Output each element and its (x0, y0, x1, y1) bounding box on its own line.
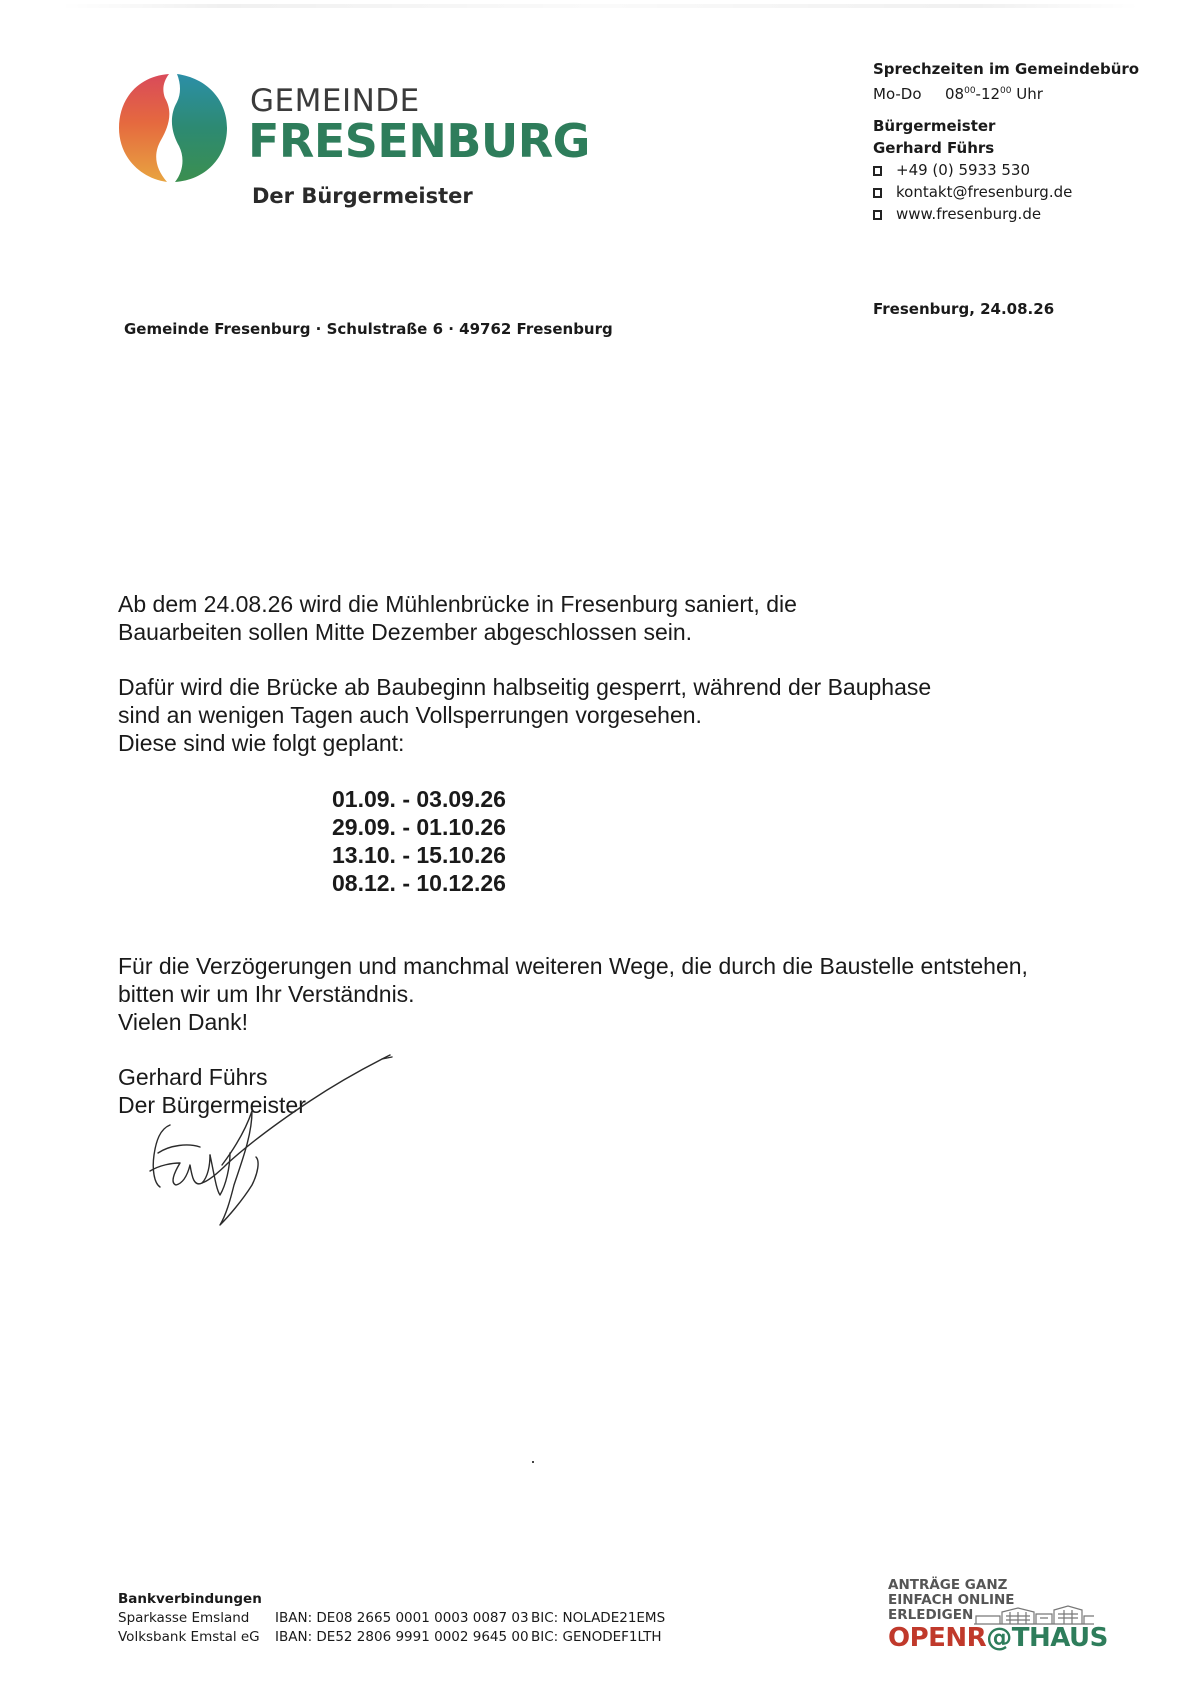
office-hours-title: Sprechzeiten im Gemeindebüro (873, 60, 1140, 78)
signer-name: Gerhard Führs (118, 1064, 268, 1090)
paragraph-2-line: sind an wenigen Tagen auch Vollsperrungen vorgesehen. (118, 702, 702, 728)
mayor-role: Bürgermeister (873, 117, 996, 135)
signer-title: Der Bürgermeister (118, 1092, 306, 1118)
website: www.fresenburg.de (896, 205, 1042, 223)
open-rathaus-badge (888, 1578, 1108, 1652)
bank-details (118, 1590, 665, 1647)
paragraph-1 (118, 590, 797, 646)
handwritten-signature (130, 1045, 410, 1235)
open-rathaus-tagline: EINFACH ONLINE (888, 1592, 1015, 1608)
contact-block (873, 58, 1139, 225)
letter-date: Fresenburg, 24.08.26 (873, 300, 1055, 318)
mayor-name: Gerhard Führs (873, 139, 995, 157)
open-rathaus-tagline: ANTRÄGE GANZ (888, 1577, 1008, 1593)
paragraph-3 (118, 952, 1028, 1036)
phone-number: +49 (0) 5933 530 (896, 161, 1031, 179)
closure-date: 29.09. - 01.10.26 (332, 814, 506, 840)
closure-date: 01.09. - 03.09.26 (332, 786, 506, 812)
office-hours (873, 80, 1139, 105)
scan-edge (60, 4, 1140, 8)
brand-title-top: GEMEINDE (250, 83, 420, 119)
brand-subtitle: Der Bürgermeister (252, 184, 473, 208)
sender-address: Gemeinde Fresenburg · Schulstraße 6 · 49762 Fresenburg (124, 320, 613, 338)
email-icon (873, 188, 882, 198)
open-rathaus-name-b: @THAUS (986, 1623, 1108, 1653)
paragraph-2-line: Dafür wird die Brücke ab Baubeginn halbseitig gesperrt, während der Bauphase (118, 674, 932, 700)
closure-date: 13.10. - 15.10.26 (332, 842, 506, 868)
bank-iban: IBAN: DE52 2806 9991 0002 9645 00 (275, 1629, 529, 1645)
open-rathaus-tagline: ERLEDIGEN (888, 1607, 974, 1623)
office-hours-from-min: 00 (964, 86, 976, 96)
paragraph-3-line: bitten wir um Ihr Verständnis. (118, 981, 415, 1007)
closure-date: 08.12. - 10.12.26 (332, 870, 506, 896)
office-hours-to-min: 00 (1000, 86, 1012, 96)
paragraph-2-line: Diese sind wie folgt geplant: (118, 730, 405, 756)
bank-bic: BIC: NOLADE21EMS (531, 1610, 666, 1626)
paragraph-1-line: Bauarbeiten sollen Mitte Dezember abgeschlossen sein. (118, 619, 693, 645)
office-hours-to: -12 (975, 85, 1001, 103)
bank-row (118, 1628, 665, 1647)
bank-name: Volksbank Emstal eG (118, 1629, 260, 1645)
paragraph-3-line: Vielen Dank! (118, 1009, 248, 1035)
web-row (873, 203, 1139, 225)
web-icon (873, 210, 882, 220)
bank-bic: BIC: GENODEF1LTH (531, 1629, 662, 1645)
paragraph-1-line: Ab dem 24.08.26 wird die Mühlenbrücke in Fresenburg saniert, die (118, 591, 797, 617)
open-rathaus-name-a: OPENR (888, 1623, 987, 1653)
phone-icon (873, 166, 882, 176)
email-row (873, 181, 1139, 203)
closure-dates-list (332, 785, 506, 897)
phone-row (873, 159, 1139, 181)
bank-iban: IBAN: DE08 2665 0001 0003 0087 03 (275, 1610, 529, 1626)
bank-details-title: Bankverbindungen (118, 1591, 262, 1607)
open-rathaus-name (888, 1625, 1108, 1651)
email-address: kontakt@fresenburg.de (896, 183, 1073, 201)
paragraph-3-line: Für die Verzögerungen und manchmal weiteren Wege, die durch die Baustelle entstehen, (118, 953, 1028, 979)
paragraph-2 (118, 673, 931, 757)
office-hours-unit: Uhr (1011, 85, 1043, 103)
brand-title-main: FRESENBURG (248, 114, 590, 168)
fresenburg-logo-icon (117, 72, 229, 184)
office-hours-days: Mo-Do (873, 85, 922, 103)
scan-speck (532, 1461, 534, 1463)
bank-name: Sparkasse Emsland (118, 1610, 250, 1626)
office-hours-from: 08 (945, 85, 965, 103)
bank-row (118, 1609, 665, 1628)
